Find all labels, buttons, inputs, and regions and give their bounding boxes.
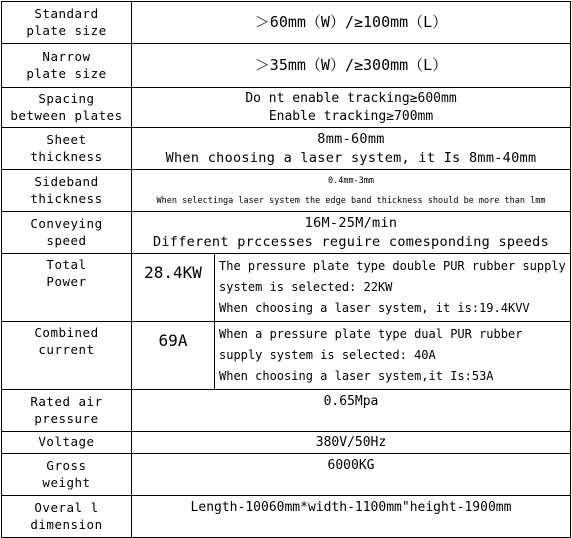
detail-line: When a pressure plate type dual PUR rubber supply system is selected: 40A [219, 327, 523, 362]
table-row [2, 322, 571, 390]
row-label [2, 322, 132, 390]
value-line: ＞60mm（W）/≥100mm（L） [254, 13, 448, 32]
row-label [2, 432, 132, 454]
row-label [2, 212, 132, 254]
value-line: When choosing a laser system, it Is 8mm-40mm [165, 149, 537, 166]
row-value [132, 2, 571, 44]
row-value [132, 212, 571, 254]
table-row [2, 44, 571, 88]
table-row [2, 390, 571, 432]
row-label [2, 88, 132, 128]
label-line: plate size [26, 22, 107, 38]
value-line: ＞35mm（W）/≥300mm（L） [254, 56, 448, 75]
label-line: between plates [10, 107, 123, 123]
row-value [132, 454, 571, 496]
label-line: dimension [30, 516, 103, 532]
row-value [132, 128, 571, 170]
table-row [2, 212, 571, 254]
label-line: plate size [26, 65, 107, 81]
label-line: Narrow [42, 48, 91, 64]
value-line: 0.4mm-3mm [327, 175, 375, 186]
row-label [2, 44, 132, 88]
row-details [215, 322, 571, 390]
row-label [2, 454, 132, 496]
detail-line: When choosing a laser system,it Is:53A [219, 369, 494, 383]
table-row [2, 454, 571, 496]
row-sub-value: 28.4KW [132, 254, 215, 322]
value-line: 6000KG [327, 458, 375, 473]
value-line: When selectinga laser system the edge band thickness should be more than lmm [156, 195, 546, 206]
table-row [2, 496, 571, 538]
row-label [2, 170, 132, 212]
row-value [132, 170, 571, 212]
label-line: Conveying [30, 215, 103, 231]
row-details [215, 254, 571, 322]
value-line: 8mm-60mm [317, 131, 385, 148]
label-line: pressure [34, 410, 99, 426]
table-row [2, 432, 571, 454]
label-line: Total [46, 257, 87, 272]
label-line: Rated air [30, 393, 103, 409]
row-label [2, 128, 132, 170]
row-value [132, 496, 571, 538]
label-line: Voltage [38, 434, 95, 450]
table-row [2, 254, 571, 322]
value-line: 380V/50Hz [315, 434, 387, 450]
value-line: 16M-25M/min [304, 215, 398, 232]
row-label [2, 254, 132, 322]
spec-table [1, 1, 571, 538]
value-line: Different prccesses reguire comesponding speeds [152, 233, 550, 250]
value-line: Enable tracking≥700mm [268, 108, 434, 124]
label-line: current [38, 341, 95, 357]
row-sub-value: 69A [132, 322, 215, 390]
label-line: Gross [46, 457, 87, 473]
detail-line: The pressure plate type double PUR rubber supply system is selected: 22KW [219, 259, 566, 294]
row-label [2, 2, 132, 44]
detail-line: When choosing a laser system, it is:19.4KVV [219, 301, 530, 315]
label-line: weight [42, 474, 91, 490]
table-row [2, 170, 571, 212]
row-value [132, 44, 571, 88]
label-line: Overal l [34, 499, 99, 515]
row-value [132, 432, 571, 454]
label-line: Sheet [46, 131, 87, 147]
value-line: Length-10060mm*width-1100mm"height-1900mm [190, 500, 512, 515]
label-line: Spacing [38, 90, 95, 106]
label-line: thickness [30, 148, 103, 164]
label-line: thickness [30, 190, 103, 206]
label-line: Sideband [34, 173, 99, 189]
value-line: 0.65Mpa [323, 394, 379, 409]
row-value [132, 390, 571, 432]
table-row [2, 128, 571, 170]
label-line: Power [46, 273, 87, 289]
row-label [2, 496, 132, 538]
table-row [2, 2, 571, 44]
label-line: Combined [34, 325, 99, 340]
label-line: Standard [34, 5, 99, 21]
label-line: speed [46, 232, 87, 248]
table-row [2, 88, 571, 128]
value-line: Do nt enable tracking≥600mm [245, 90, 457, 106]
row-value [132, 88, 571, 128]
row-label [2, 390, 132, 432]
